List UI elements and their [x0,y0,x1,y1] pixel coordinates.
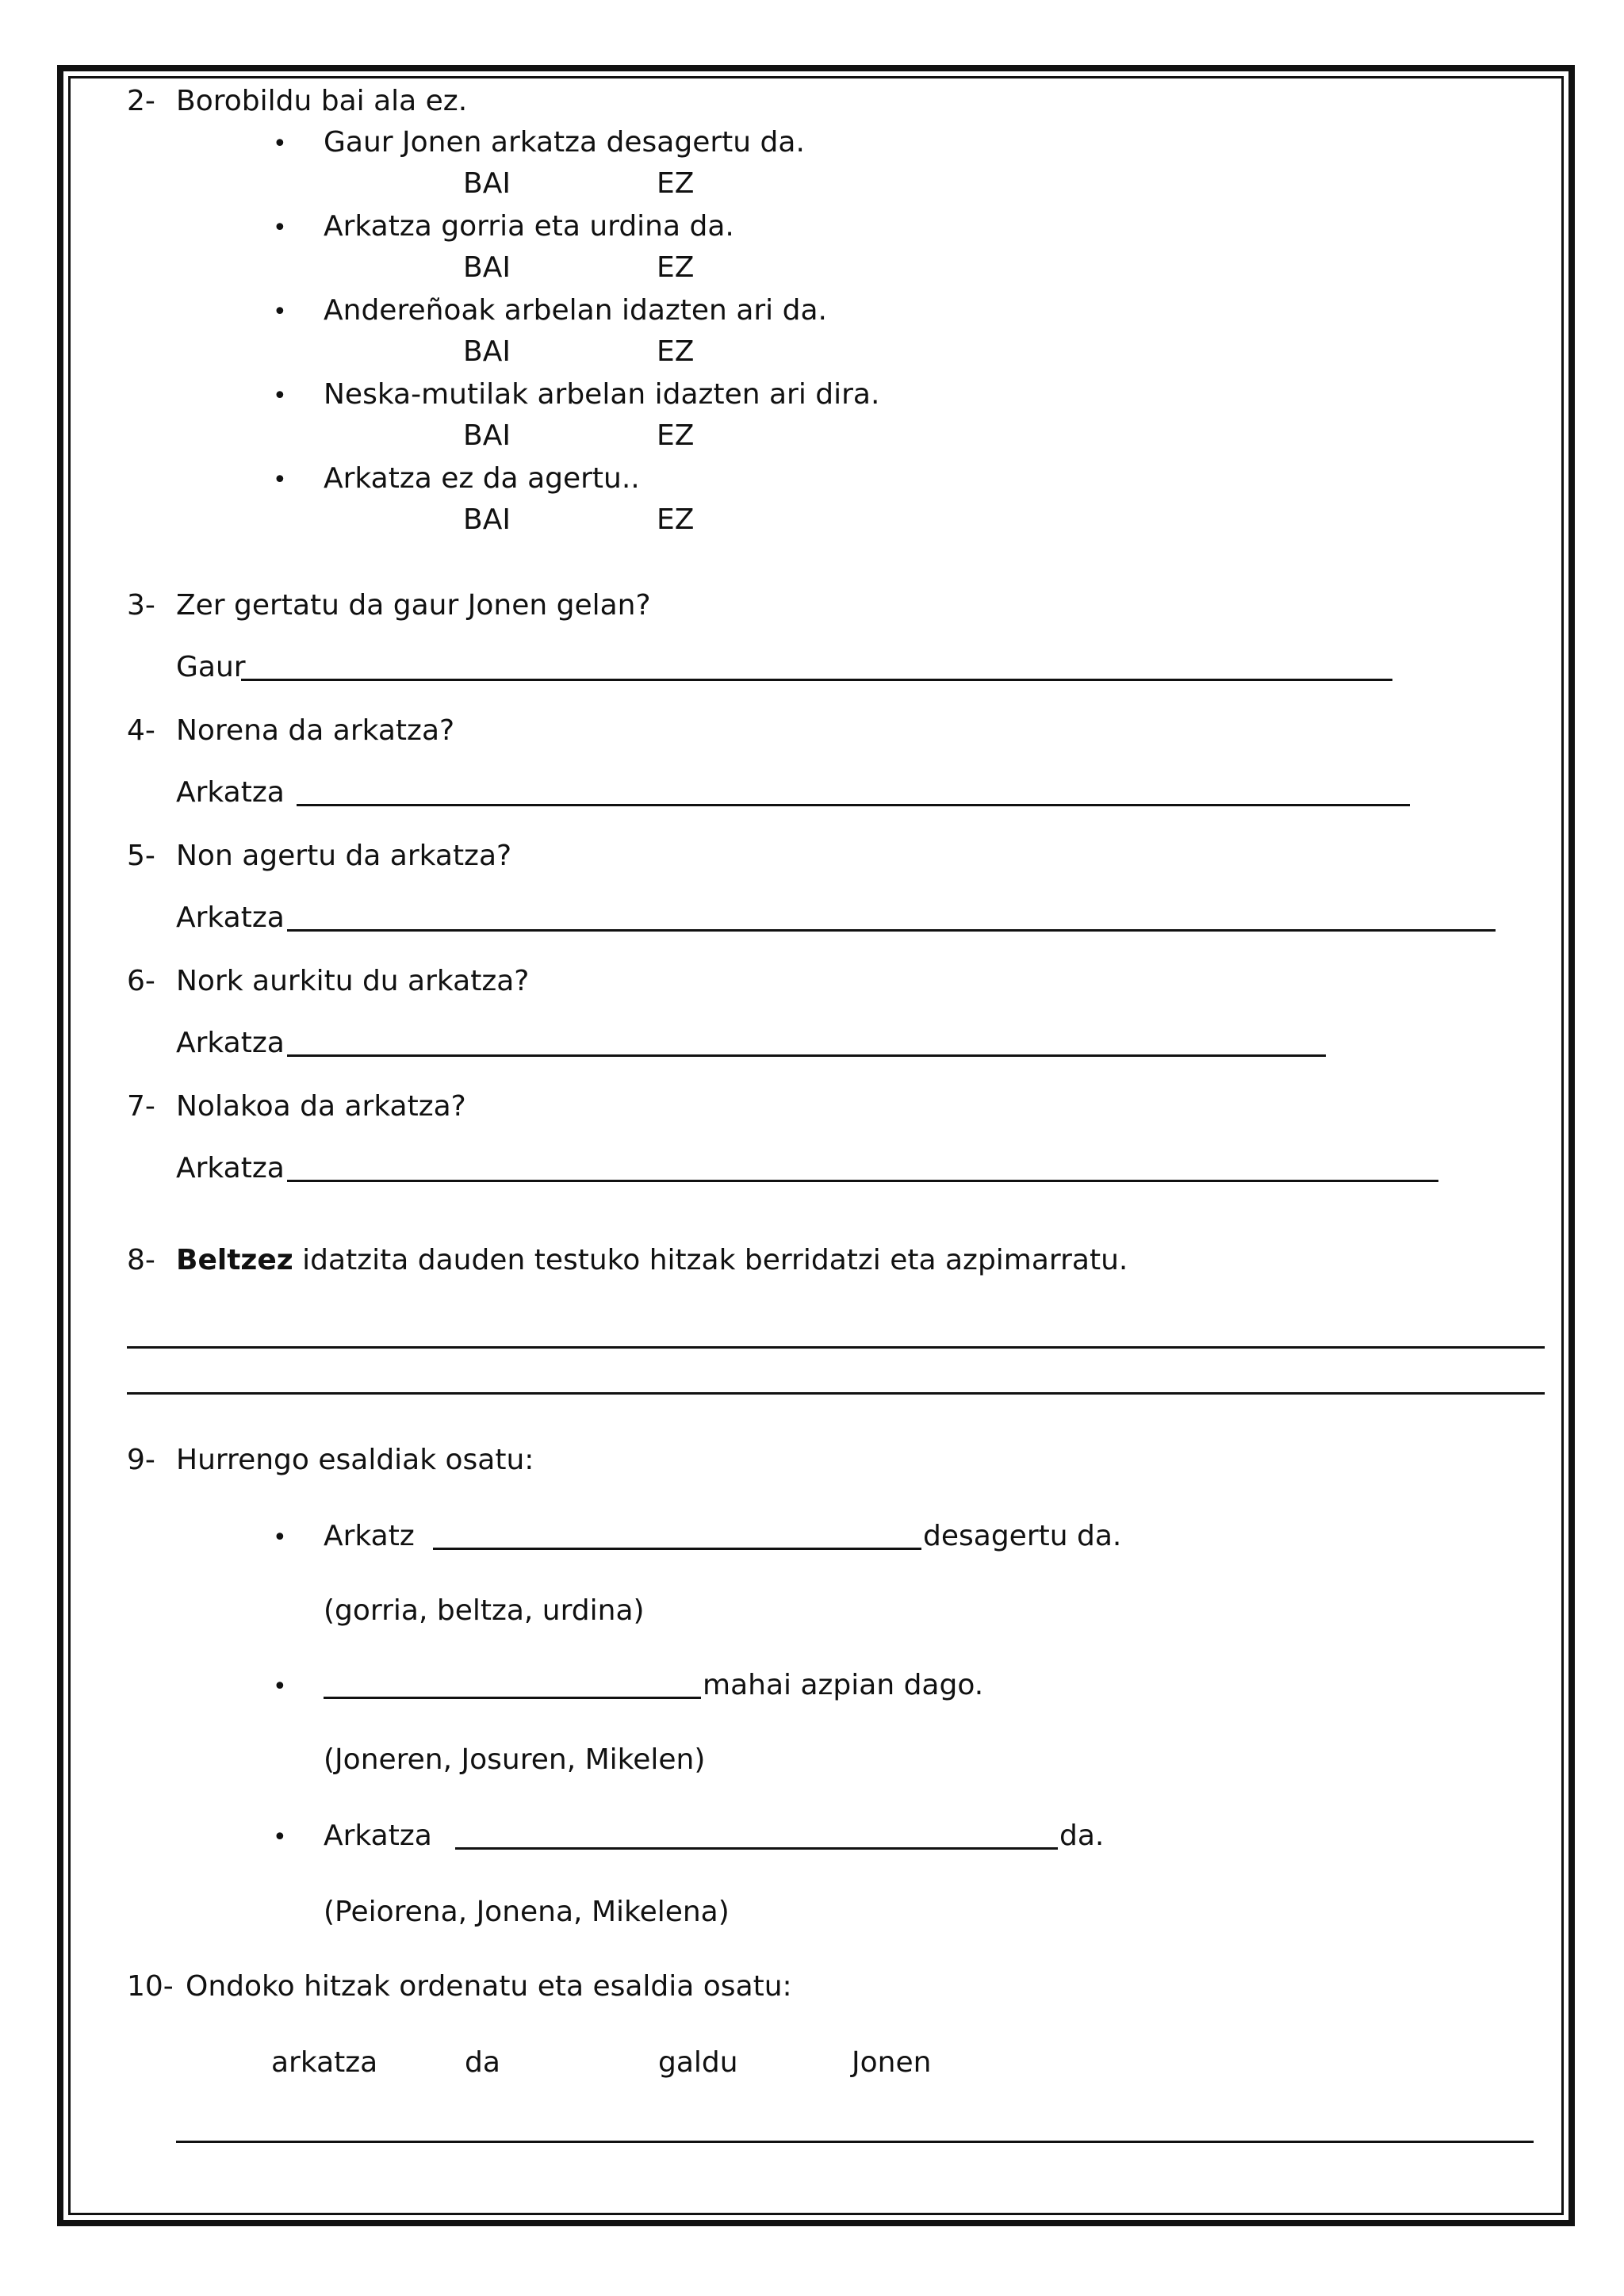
scrambled-word: da [465,2046,500,2079]
bullet-icon: • [273,130,287,158]
answer-line[interactable] [297,804,1410,806]
prompt-rest: idatzita dauden testuko hitzak berridatzi eta azpimarratu. [293,1244,1128,1276]
question-prompt: Borobildu bai ala ez. [176,85,468,117]
answer-line[interactable] [176,2141,1534,2143]
sentence-start: Arkatz [324,1520,415,1552]
answer-prefix: Arkatza [176,776,285,809]
question-prompt: Non agertu da arkatza? [176,840,512,872]
yes-option[interactable]: BAI [463,167,511,200]
sentence-end: desagertu da. [923,1520,1122,1552]
question-number: 7- [127,1090,155,1123]
answer-line[interactable] [241,679,1392,681]
no-option[interactable]: EZ [657,167,695,200]
no-option[interactable]: EZ [657,419,695,452]
statement: Arkatza ez da agertu.. [324,462,640,495]
question-number: 10- [127,1970,174,2003]
question-number: 8- [127,1244,155,1276]
yes-option[interactable]: BAI [463,503,511,536]
statement: Arkatza gorria eta urdina da. [324,210,734,243]
question-number: 4- [127,714,155,747]
yes-option[interactable]: BAI [463,251,511,284]
yes-option[interactable]: BAI [463,419,511,452]
question-prompt: Zer gertatu da gaur Jonen gelan? [176,589,651,622]
statement: Neska-mutilak arbelan idazten ari dira. [324,378,880,411]
bullet-icon: • [273,466,287,494]
bullet-icon: • [273,1823,287,1851]
fill-blank[interactable] [324,1697,701,1699]
fill-blank[interactable] [433,1548,921,1550]
question-number: 6- [127,965,155,997]
scrambled-word: galdu [658,2046,738,2079]
question-prompt [176,1243,1128,1278]
options-hint: (Peiorena, Jonena, Mikelena) [324,1896,730,1928]
question-prompt: Ondoko hitzak ordenatu eta esaldia osatu: [186,1970,792,2003]
yes-option[interactable]: BAI [463,335,511,368]
bullet-icon: • [273,298,287,326]
sentence-end: da. [1059,1820,1105,1852]
scrambled-word: Jonen [852,2046,932,2079]
question-prompt: Nork aurkitu du arkatza? [176,965,530,997]
question-number: 2- [127,85,155,117]
bullet-icon: • [273,214,287,242]
answer-line[interactable] [127,1392,1545,1395]
bullet-icon: • [273,1673,287,1701]
bullet-icon: • [273,1524,287,1552]
bold-keyword: Beltzez [176,1244,293,1276]
answer-prefix: Arkatza [176,1027,285,1059]
no-option[interactable]: EZ [657,251,695,284]
statement: Gaur Jonen arkatza desagertu da. [324,126,805,159]
options-hint: (gorria, beltza, urdina) [324,1594,645,1627]
sentence-end: mahai azpian dago. [703,1669,984,1701]
scrambled-word: arkatza [271,2046,378,2079]
question-number: 3- [127,589,155,622]
sentence-start: Arkatza [324,1820,432,1852]
answer-line[interactable] [287,929,1496,932]
statement: Andereñoak arbelan idazten ari da. [324,294,827,327]
answer-line[interactable] [287,1180,1438,1182]
answer-prefix: Arkatza [176,901,285,934]
answer-prefix: Gaur [176,651,246,683]
answer-prefix: Arkatza [176,1152,285,1184]
options-hint: (Joneren, Josuren, Mikelen) [324,1743,706,1776]
no-option[interactable]: EZ [657,503,695,536]
fill-blank[interactable] [455,1847,1058,1850]
question-prompt: Hurrengo esaldiak osatu: [176,1444,534,1476]
answer-line[interactable] [287,1054,1326,1057]
question-number: 5- [127,840,155,872]
question-prompt: Nolakoa da arkatza? [176,1090,466,1123]
question-number: 9- [127,1444,155,1476]
question-prompt: Norena da arkatza? [176,714,455,747]
bullet-icon: • [273,382,287,410]
no-option[interactable]: EZ [657,335,695,368]
answer-line[interactable] [127,1346,1545,1349]
